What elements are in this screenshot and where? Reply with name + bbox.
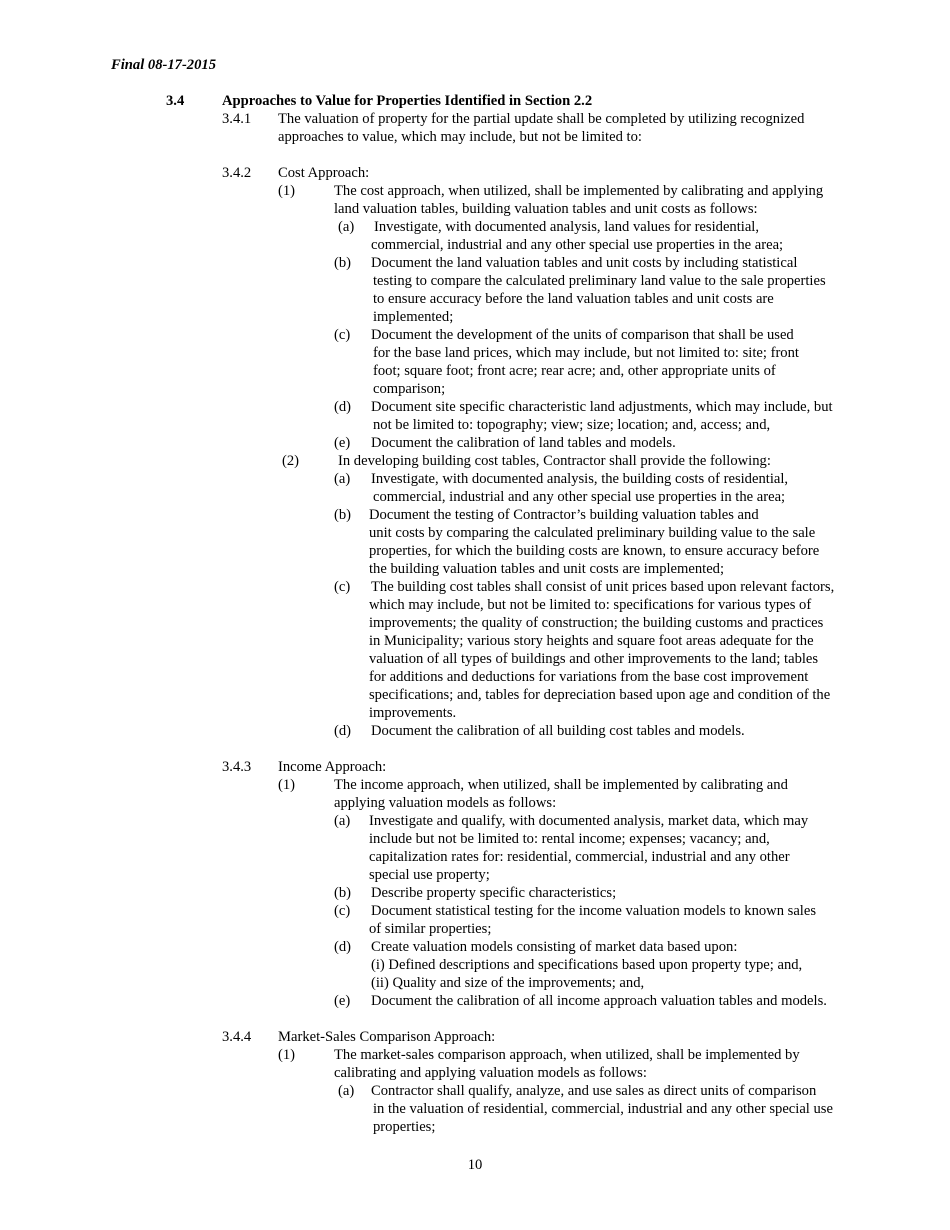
section-title: Approaches to Value for Properties Identified in Section 2.2 bbox=[222, 93, 593, 109]
item-letter: (e) bbox=[334, 435, 351, 451]
text-line: The income approach, when utilized, shall be implemented by calibrating and bbox=[334, 777, 788, 793]
text-line: Document site specific characteristic land adjustments, which may include, but bbox=[371, 399, 833, 415]
text-line: which may include, but not be limited to: specifications for various types of bbox=[369, 597, 812, 613]
text-line: the building valuation tables and unit costs are implemented; bbox=[369, 561, 725, 577]
text-line: The valuation of property for the partial update shall be completed by utilizing recognized bbox=[278, 111, 805, 127]
section-number: 3.4 bbox=[166, 93, 185, 109]
text-line: not be limited to: topography; view; size; location; and, access; and, bbox=[373, 417, 771, 433]
text-line: valuation of all types of buildings and other improvements to the land; tables bbox=[369, 651, 819, 667]
item-letter: (c) bbox=[334, 579, 351, 595]
text-line: calibrating and applying valuation models as follows: bbox=[334, 1065, 647, 1081]
text-line: improvements. bbox=[369, 705, 457, 721]
text-line: in Municipality; various story heights and square foot areas adequate for the bbox=[369, 633, 814, 649]
item-letter: (b) bbox=[334, 885, 352, 901]
item-number: (1) bbox=[278, 183, 296, 199]
item-letter: (a) bbox=[334, 813, 351, 829]
item-letter: (e) bbox=[334, 993, 351, 1009]
text-line: The building cost tables shall consist of unit prices based upon relevant factors, bbox=[371, 579, 835, 595]
text-line: properties, for which the building costs are known, to ensure accuracy before bbox=[369, 543, 820, 559]
subsection-number: 3.4.4 bbox=[222, 1029, 252, 1045]
text-line: Document the land valuation tables and unit costs by including statistical bbox=[371, 255, 798, 271]
text-line: Document the development of the units of comparison that shall be used bbox=[371, 327, 794, 343]
text-line: commercial, industrial and any other special use properties in the area; bbox=[371, 237, 784, 253]
subsection-title: Income Approach: bbox=[278, 759, 387, 775]
text-line: land valuation tables, building valuation tables and unit costs as follows: bbox=[334, 201, 758, 217]
text-line: commercial, industrial and any other special use properties in the area; bbox=[373, 489, 786, 505]
text-line: for the base land prices, which may include, but not limited to: site; front bbox=[373, 345, 799, 361]
item-number: (2) bbox=[282, 453, 300, 469]
item-letter: (d) bbox=[334, 723, 352, 739]
item-letter: (d) bbox=[334, 939, 352, 955]
item-number: (1) bbox=[278, 1047, 296, 1063]
text-line: The cost approach, when utilized, shall be implemented by calibrating and applying bbox=[334, 183, 824, 199]
text-line: Document the calibration of all income approach valuation tables and models. bbox=[371, 993, 827, 1009]
text-line: to ensure accuracy before the land valuation tables and unit costs are bbox=[373, 291, 774, 307]
text-line: Document the testing of Contractor’s building valuation tables and bbox=[369, 507, 759, 523]
subsection-number: 3.4.1 bbox=[222, 111, 252, 127]
text-line: foot; square foot; front acre; rear acre; and, other appropriate units of bbox=[373, 363, 776, 379]
draft-date-header: Final 08-17-2015 bbox=[111, 57, 216, 73]
text-line: Document the calibration of all building cost tables and models. bbox=[371, 723, 745, 739]
item-letter: (d) bbox=[334, 399, 352, 415]
text-line: (i) Defined descriptions and specifications based upon property type; and, bbox=[371, 957, 803, 973]
text-line: of similar properties; bbox=[369, 921, 492, 937]
item-letter: (c) bbox=[334, 327, 351, 343]
text-line: unit costs by comparing the calculated preliminary building value to the sale bbox=[369, 525, 816, 541]
item-number: (1) bbox=[278, 777, 296, 793]
item-letter: (b) bbox=[334, 507, 352, 523]
text-line: approaches to value, which may include, but not be limited to: bbox=[278, 129, 642, 145]
text-line: testing to compare the calculated preliminary land value to the sale properties bbox=[373, 273, 826, 289]
item-letter: (a) bbox=[338, 1083, 355, 1099]
text-line: The market-sales comparison approach, when utilized, shall be implemented by bbox=[334, 1047, 800, 1063]
text-line: Document statistical testing for the income valuation models to known sales bbox=[371, 903, 817, 919]
item-letter: (a) bbox=[334, 471, 351, 487]
text-line: Investigate, with documented analysis, the building costs of residential, bbox=[371, 471, 789, 487]
text-line: implemented; bbox=[373, 309, 454, 325]
subsection-title: Market-Sales Comparison Approach: bbox=[278, 1029, 496, 1045]
text-line: specifications; and, tables for depreciation based upon age and condition of the bbox=[369, 687, 831, 703]
subsection-number: 3.4.3 bbox=[222, 759, 252, 775]
item-letter: (a) bbox=[338, 219, 355, 235]
text-line: special use property; bbox=[369, 867, 490, 883]
item-letter: (b) bbox=[334, 255, 352, 271]
text-line: applying valuation models as follows: bbox=[334, 795, 557, 811]
text-line: (ii) Quality and size of the improvements; and, bbox=[371, 975, 645, 991]
text-line: Investigate, with documented analysis, land values for residential, bbox=[374, 219, 760, 235]
text-line: include but not be limited to: rental income; expenses; vacancy; and, bbox=[369, 831, 770, 847]
text-line: capitalization rates for: residential, commercial, industrial and any other bbox=[369, 849, 790, 865]
text-line: Describe property specific characteristics; bbox=[371, 885, 617, 901]
page-number: 10 bbox=[467, 1157, 483, 1173]
text-line: Investigate and qualify, with documented analysis, market data, which may bbox=[369, 813, 809, 829]
text-line: Document the calibration of land tables and models. bbox=[371, 435, 676, 451]
text-line: improvements; the quality of construction; the building customs and practices bbox=[369, 615, 824, 631]
text-line: Create valuation models consisting of market data based upon: bbox=[371, 939, 738, 955]
text-line: in the valuation of residential, commercial, industrial and any other special use bbox=[373, 1101, 833, 1117]
text-line: properties; bbox=[373, 1119, 436, 1135]
item-letter: (c) bbox=[334, 903, 351, 919]
text-line: comparison; bbox=[373, 381, 446, 397]
subsection-title: Cost Approach: bbox=[278, 165, 370, 181]
text-line: In developing building cost tables, Contractor shall provide the following: bbox=[338, 453, 771, 469]
text-line: for additions and deductions for variations from the base cost improvement bbox=[369, 669, 809, 685]
text-line: Contractor shall qualify, analyze, and use sales as direct units of comparison bbox=[371, 1083, 817, 1099]
subsection-number: 3.4.2 bbox=[222, 165, 252, 181]
